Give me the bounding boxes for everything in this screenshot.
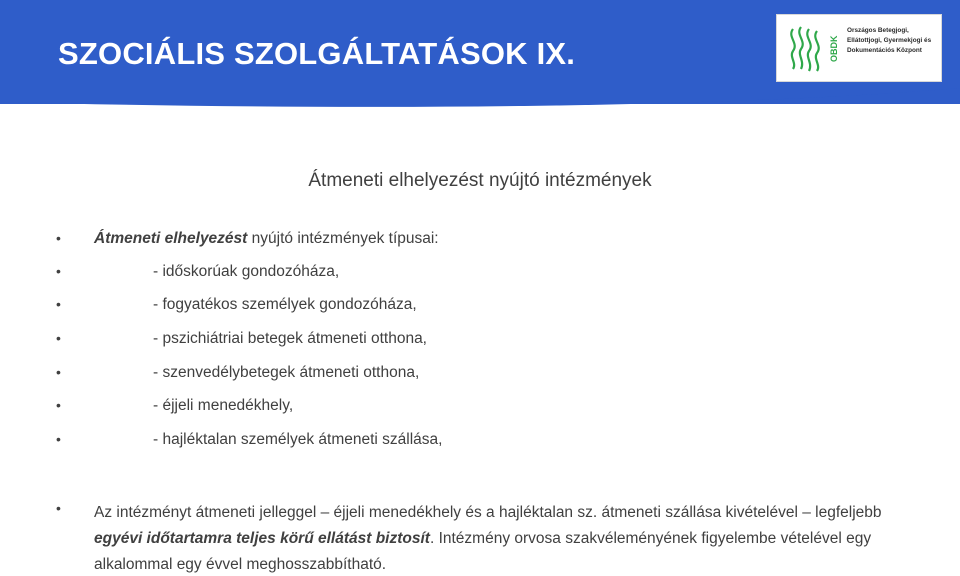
bullet-icon: •: [56, 330, 61, 346]
logo-line: Országos Betegjogi,: [847, 27, 909, 34]
logo-abbreviation: OBDK: [829, 35, 839, 63]
logo-mark-icon: [787, 23, 827, 75]
paragraph-end: . Intézmény orvosa szakvéleményének figyelembe vételével egy alkalommal egy évvel meghosszabbítható.: [94, 530, 872, 573]
bullet-icon: •: [56, 500, 61, 516]
intro-emphasis: Átmeneti elhelyezést: [94, 230, 248, 247]
bullet-icon: •: [56, 296, 61, 312]
paragraph-emphasis: egyévi időtartamra teljes körű ellátást biztosít: [94, 530, 430, 547]
bullet-icon: •: [56, 263, 61, 279]
list-item-text: - éjjeli menedékhely,: [153, 397, 294, 414]
logo-line: Ellátottjogi, Gyermekjogi és: [847, 37, 932, 44]
intro-text: [94, 230, 439, 248]
bullet-icon: •: [56, 397, 61, 413]
list-item-text: - szenvedélybetegek átmeneti otthona,: [153, 364, 420, 381]
intro-rest: nyújtó intézmények típusai:: [247, 230, 439, 247]
list-item-text: - hajléktalan személyek átmeneti szállása,: [153, 431, 443, 448]
list-item-text: - pszichiátriai betegek átmeneti otthona,: [153, 330, 427, 347]
slide-title: SZOCIÁLIS SZOLGÁLTATÁSOK IX.: [58, 36, 576, 71]
paragraph: [94, 500, 884, 576]
logo-line: Dokumentációs Központ: [847, 47, 922, 54]
header-wave: [0, 76, 960, 116]
content-heading: Átmeneti elhelyezést nyújtó intézmények: [308, 170, 652, 191]
paragraph-start: Az intézményt átmeneti jelleggel – éjjeli menedékhely és a hajléktalan sz. átmeneti szállása kivételével – legfeljebb: [94, 504, 882, 521]
logo-text: [847, 26, 941, 56]
bullet-icon: •: [56, 230, 61, 246]
list-item-text: - fogyatékos személyek gondozóháza,: [153, 296, 417, 313]
obdk-logo: [776, 14, 942, 82]
bullet-icon: •: [56, 364, 61, 380]
bullet-icon: •: [56, 431, 61, 447]
list-item-text: - időskorúak gondozóháza,: [153, 263, 340, 280]
